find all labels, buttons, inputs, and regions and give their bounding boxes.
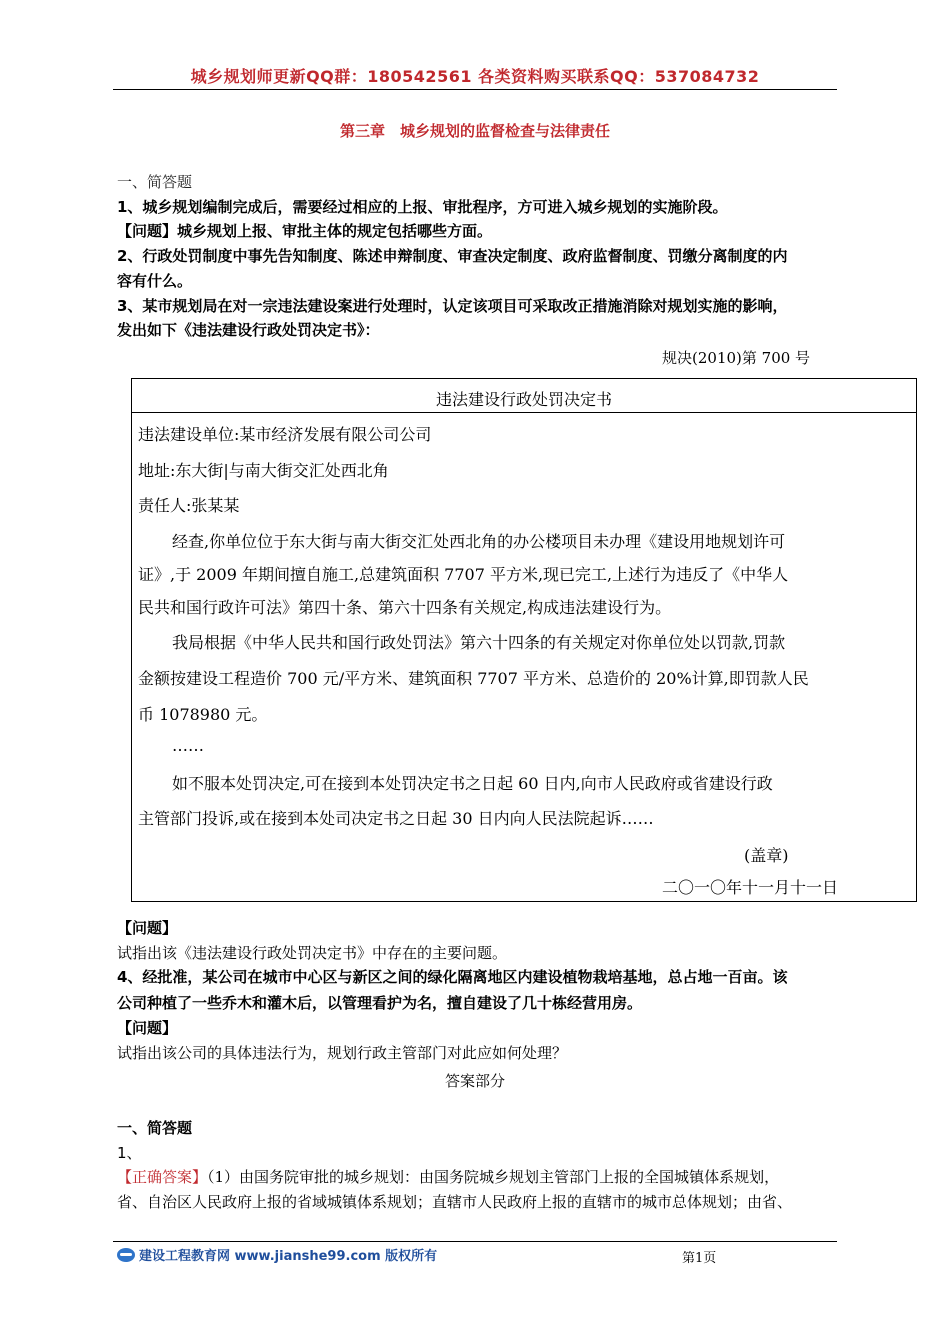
answers-heading: 答案部分	[444, 1072, 505, 1090]
header-banner: 城乡规划师更新QQ群：180542561 各类资料购买联系QQ：537084732	[190, 67, 760, 86]
question-3-line-1: 3、某市规划局在对一宗违法建设案进行处理时，认定该项目可采取改正措施消除对规划实施的影响，	[117, 297, 788, 315]
decision-address: 地址:东大街|与南大街交汇处西北角	[138, 461, 389, 480]
answer-line-1	[117, 1167, 779, 1187]
chapter-title: 第三章 城乡规划的监督检查与法律责任	[339, 122, 610, 140]
decision-seal: (盖章)	[744, 846, 789, 865]
decision-para1-line1: 经查,你单位位于东大街与南大街交汇处西北角的办公楼项目未办理《建设用地规划许可	[172, 532, 786, 551]
decision-title: 违法建设行政处罚决定书	[435, 390, 612, 409]
decision-para3-line2: 主管部门投诉,或在接到本处司决定书之日起 30 日内向人民法院起诉……	[138, 809, 654, 828]
question-1-ask: 【问题】城乡规划上报、审批主体的规定包括哪些方面。	[117, 222, 493, 240]
answers-section-label: 一、简答题	[117, 1119, 193, 1137]
footer-divider	[113, 1241, 837, 1242]
footer-site-text: 建设工程教育网 www.jianshe99.com 版权所有	[139, 1249, 438, 1264]
answers-item-number: 1、	[117, 1144, 142, 1162]
question-4-ask-label: 【问题】	[117, 1019, 178, 1037]
question-2-line-1: 2、行政处罚制度中事先告知制度、陈述申辩制度、审查决定制度、政府监督制度、罚缴分离制度的内	[117, 247, 788, 265]
penalty-decision-document	[131, 378, 917, 902]
decision-para1-line2: 证》,于 2009 年期间擅自施工,总建筑面积 7707 平方米,现已完工,上述行为违反了《中华人	[138, 565, 789, 584]
question-2-line-2: 容有什么。	[117, 272, 193, 290]
question-4-line-1: 4、经批准，某公司在城市中心区与新区之间的绿化隔离地区内建设植物栽培基地，总占地一百亩。该	[117, 968, 788, 986]
footer-site	[117, 1245, 437, 1264]
header-divider	[113, 89, 837, 90]
decision-para2-line2: 金额按建设工程造价 700 元/平方米、建筑面积 7707 平方米、总造价的 20%计算,即罚款人民	[138, 669, 809, 688]
correct-answer-label: 【正确答案】	[117, 1168, 208, 1186]
decision-person: 责任人:张某某	[138, 496, 240, 515]
question-4-ask: 试指出该公司的具体违法行为，规划行政主管部门对此应如何处理？	[117, 1044, 568, 1062]
decision-para2-line3: 币 1078980 元。	[138, 705, 268, 724]
decision-date: 二〇一〇年十一月十一日	[662, 878, 839, 897]
decision-para1-line3: 民共和国行政许可法》第四十条、第六十四条有关规定,构成违法建设行为。	[138, 598, 672, 617]
decision-para2-line1: 我局根据《中华人民共和国行政处罚法》第六十四条的有关规定对你单位处以罚款,罚款	[172, 633, 786, 652]
site-logo-icon	[117, 1248, 135, 1262]
decision-ellipsis: ……	[172, 736, 204, 755]
decision-para3-line1: 如不服本处罚决定,可在接到本处罚决定书之日起 60 日内,向市人民政府或省建设行政	[172, 774, 773, 793]
answer-line-2: 省、自治区人民政府上报的省域城镇体系规划；直辖市人民政府上报的直辖市的城市总体规划；由省、	[117, 1193, 793, 1211]
decision-title-rule	[132, 412, 916, 413]
question-3-ask-label: 【问题】	[117, 919, 178, 937]
decision-unit: 违法建设单位:某市经济发展有限公司公司	[138, 425, 432, 444]
section-label: 一、简答题	[117, 173, 193, 191]
page-number: 第1页	[682, 1251, 717, 1266]
question-4-line-2: 公司种植了一些乔木和灌木后，以管理看护为名，擅自建设了几十栋经营用房。	[117, 994, 643, 1012]
decision-reference-number: 规决(2010)第 700 号	[662, 349, 811, 367]
question-3-line-2: 发出如下《违法建设行政处罚决定书》：	[117, 321, 380, 339]
answer-line-1-text: （1）由国务院审批的城乡规划：由国务院城乡规划主管部门上报的全国城镇体系规划，	[207, 1168, 780, 1186]
question-3-ask: 试指出该《违法建设行政处罚决定书》中存在的主要问题。	[117, 944, 508, 962]
question-1: 1、城乡规划编制完成后，需要经过相应的上报、审批程序，方可进入城乡规划的实施阶段。	[117, 198, 728, 216]
